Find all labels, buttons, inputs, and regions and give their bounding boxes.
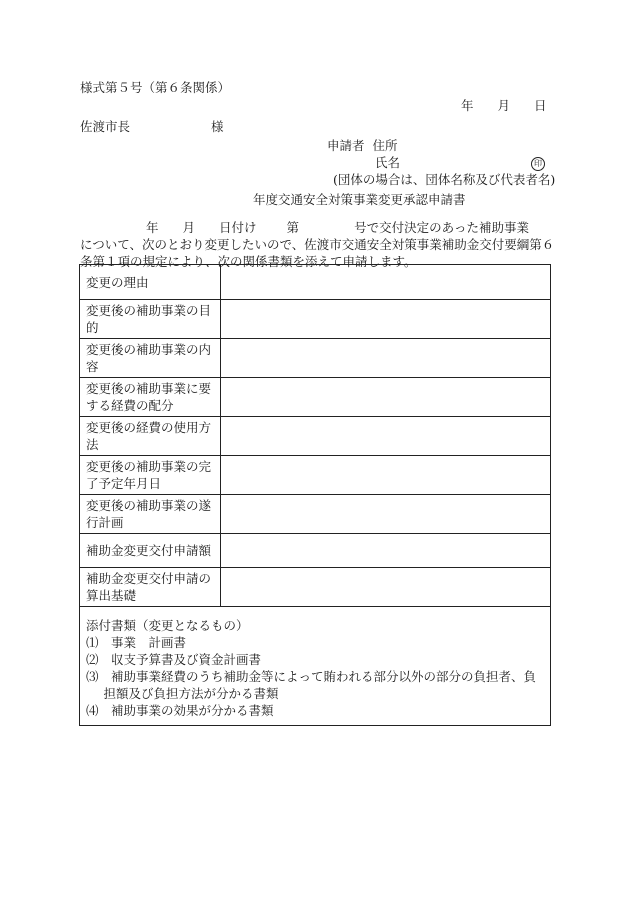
- row-value-cell[interactable]: [221, 265, 551, 300]
- row-label: 変更後の補助事業の目的: [80, 300, 221, 339]
- attachment-item: ⑴ 事業 計画書: [86, 635, 187, 650]
- row-value-cell[interactable]: [221, 378, 551, 417]
- applicant-address-label: 住所: [372, 138, 398, 153]
- table-row: [80, 495, 551, 534]
- row-label: 変更後の補助事業の内容: [80, 339, 221, 378]
- attachment-item: ⑵ 収支予算書及び資金計画書: [86, 652, 262, 667]
- row-value-cell[interactable]: [221, 456, 551, 495]
- body-line1-tail: 号で交付決定のあった補助事業: [354, 220, 529, 235]
- body-line-1: [80, 219, 550, 236]
- row-value-cell[interactable]: [221, 300, 551, 339]
- addressee-mayor: 佐渡市長: [80, 119, 131, 134]
- date-month-label: 月: [497, 98, 511, 113]
- table-row: [80, 378, 551, 417]
- date-year-label: 年: [461, 98, 474, 113]
- body-month: 月: [182, 220, 196, 235]
- body-paragraph: [80, 219, 555, 270]
- body-number-prefix: 第: [286, 220, 300, 235]
- table-row: [80, 265, 551, 300]
- row-label: 変更後の補助事業の完了予定年月日: [80, 456, 221, 495]
- body-line-3: 条第１項の規定により、次の関係書類を添えて申請します。: [80, 254, 417, 269]
- row-label: 変更の理由: [80, 265, 221, 300]
- row-value-cell[interactable]: [221, 339, 551, 378]
- table-row: [80, 339, 551, 378]
- change-request-table: [79, 264, 551, 726]
- addressee-honorific: 様: [211, 119, 224, 134]
- row-label: 変更後の補助事業に要する経費の配分: [80, 378, 221, 417]
- row-value-cell[interactable]: [221, 568, 551, 607]
- attachments-row: [80, 607, 551, 726]
- table-row: [80, 417, 551, 456]
- seal-mark: [531, 155, 545, 171]
- applicant-address-line: [327, 138, 398, 154]
- row-label: 変更後の補助事業の遂行計画: [80, 495, 221, 534]
- row-value-cell[interactable]: [221, 534, 551, 568]
- table-row: [80, 300, 551, 339]
- table-row: [80, 456, 551, 495]
- table-row: [80, 534, 551, 568]
- row-label: 補助金変更交付申請の算出基礎: [80, 568, 221, 607]
- document-title: 年度交通安全対策事業変更承認申請書: [253, 192, 466, 207]
- body-day-dated: 日付け: [219, 220, 257, 235]
- body-year: 年: [146, 220, 159, 235]
- date-line: [461, 98, 547, 114]
- applicant-label: 申請者: [327, 138, 365, 153]
- table-row: [80, 568, 551, 607]
- date-day-label: 日: [534, 98, 547, 113]
- seal-icon: 印: [531, 157, 545, 171]
- attachments-cell: [80, 607, 551, 726]
- applicant-name-label: 氏名: [375, 155, 401, 170]
- row-value-cell[interactable]: [221, 495, 551, 534]
- attachments-heading: 添付書類（変更となるもの）: [86, 618, 249, 633]
- row-label: 変更後の経費の使用方法: [80, 417, 221, 456]
- attachment-item: ⑷ 補助事業の効果が分かる書類: [86, 703, 274, 718]
- applicant-note: (団体の場合は、団体名称及び代表者名): [333, 172, 556, 187]
- body-line-2: について、次のとおり変更したいので、佐渡市交通安全対策事業補助金交付要綱第６: [80, 237, 555, 252]
- row-value-cell[interactable]: [221, 417, 551, 456]
- form-number: 様式第５号（第６条関係）: [80, 80, 231, 95]
- attachment-item: ⑶ 補助事業経費のうち補助金等によって賄われる部分以外の部分の負担者、負担額及び負担方法が分かる書類: [86, 669, 537, 701]
- row-label: 補助金変更交付申請額: [80, 534, 221, 568]
